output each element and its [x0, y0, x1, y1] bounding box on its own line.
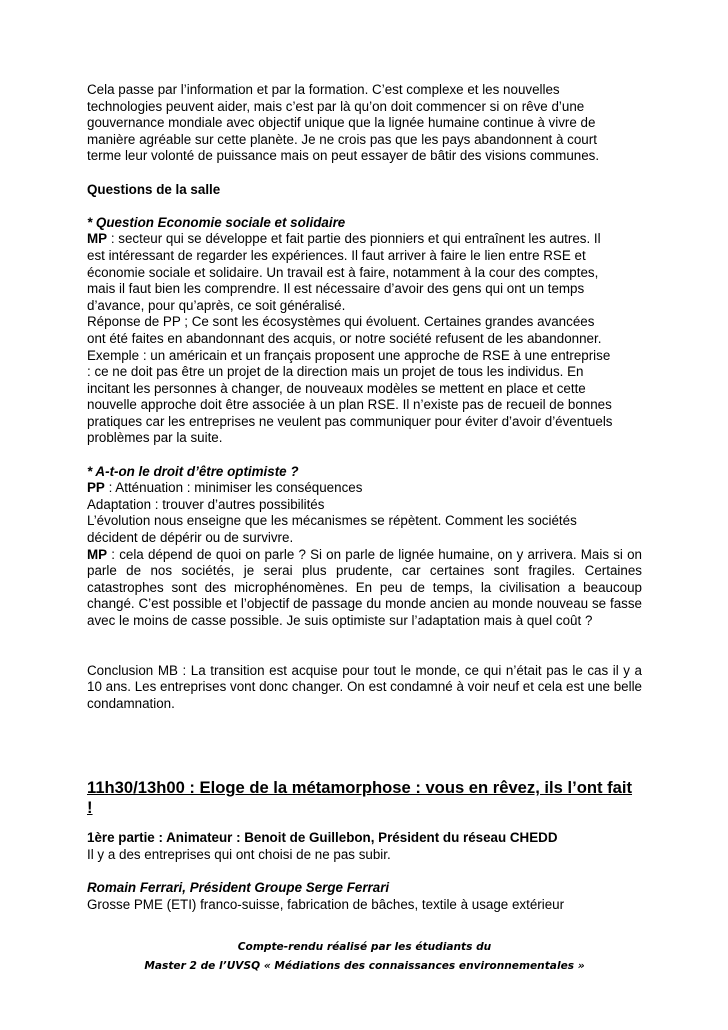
- text-line: [87, 231, 642, 248]
- question-title: * Question Economie sociale et solidaire: [87, 214, 346, 230]
- section-heading: 11h30/13h00 : Eloge de la métamorphose : vous en rêvez, ils l’ont fait !: [87, 778, 633, 818]
- footer-line: Compte-rendu réalisé par les étudiants du: [237, 941, 492, 953]
- speaker-label: MP: [87, 546, 108, 562]
- text-line: nouvelle approche doit être associée à un plan RSE. Il n’existe pas de recueil de bonnes: [87, 397, 612, 413]
- conclusion-paragraph: Conclusion MB : La transition est acquise pour tout le monde, ce qui n’était pas le cas il y a 10 ans. Les entreprises vont donc changer. On est condamné à voir neuf et cela est une belle condamnation.: [87, 662, 642, 711]
- speaker-label: PP: [87, 480, 105, 496]
- document-body: [87, 82, 642, 913]
- speaker-label: MP: [87, 231, 108, 247]
- footer-line: Master 2 de l’UVSQ « Médiations des connaissances environnementales »: [144, 960, 585, 972]
- answer-text: : Atténuation : minimiser les conséquences: [104, 480, 363, 496]
- text-line: terme leur volonté de puissance mais on peut essayer de bâtir des visions communes.: [87, 148, 600, 164]
- answer-text: : secteur qui se développe et fait partie des pionniers et qui entraînent les autres. Il: [107, 231, 601, 247]
- question-ess: [87, 215, 642, 447]
- text-line: est intéressant de regarder les expériences. Il faut arriver à faire le lien entre RSE et: [87, 247, 586, 263]
- text-line: [87, 480, 642, 497]
- text-line: décident de dépérir ou de survivre.: [87, 530, 294, 546]
- text-line: Grosse PME (ETI) franco-suisse, fabrication de bâches, textile à usage extérieur: [87, 896, 565, 912]
- speaker-block: [87, 880, 642, 913]
- answer-paragraph: [87, 547, 642, 630]
- text-line: : ce ne doit pas être un projet de la direction mais un projet de tous les individus. En: [87, 364, 584, 380]
- text-line: L’évolution nous enseigne que les mécanismes se répètent. Comment les sociétés: [87, 513, 577, 529]
- text-line: mais il faut bien les comprendre. Il est nécessaire d’avoir des gens qui ont un temps: [87, 281, 585, 297]
- text-line: Exemple : un américain et un français proposent une approche de RSE à une entreprise: [87, 347, 611, 363]
- page-footer: [87, 938, 642, 976]
- intro-paragraph: [87, 82, 642, 165]
- part-one: [87, 830, 642, 863]
- text-line: technologies peuvent aider, mais c’est par là qu’on doit commencer si on rêve d’une: [87, 98, 585, 114]
- text-line: Cela passe par l’information et par la formation. C’est complexe et les nouvelles: [87, 82, 560, 97]
- text-line: gouvernance mondiale avec objectif unique que la lignée humaine continue à vivre de: [87, 115, 596, 131]
- text-line: pratiques car les entreprises ne veulent pas communiquer pour éviter d’avoir d’éventuels: [87, 413, 613, 429]
- text-line: économie sociale et solidaire. Un travail est à faire, notamment à la cour des comptes,: [87, 264, 599, 280]
- text-line: Il y a des entreprises qui ont choisi de ne pas subir.: [87, 846, 391, 862]
- questions-heading: Questions de la salle: [87, 181, 221, 197]
- answer-text: : cela dépend de quoi on parle ? Si on parle de lignée humaine, on y arrivera. Mais si on parle de nos sociétés, je serai plus prudente, car certaines sont fragiles. Certaines catastrophes sont des microphénomènes. En peu de temps, la civilisation a beaucoup changé. C’est possible et l’objectif de passage du monde ancien au monde nouveau se fasse avec le moins de casse possible. Je suis optimiste sur l’adaptation mais à quel coût ?: [87, 546, 642, 628]
- speaker-name: Romain Ferrari, Président Groupe Serge Ferrari: [87, 880, 390, 896]
- text-line: manière agréable sur cette planète. Je ne crois pas que les pays abandonnent à court: [87, 131, 597, 147]
- text-line: incitant les personnes à changer, de nouveaux modèles se mettent en place et cette: [87, 380, 586, 396]
- text-line: problèmes par la suite.: [87, 430, 223, 446]
- question-optimism: [87, 464, 642, 630]
- question-title: * A-t-on le droit d’être optimiste ?: [87, 463, 299, 479]
- text-line: ont été faites en abandonnant des acquis, or notre société refusent de les abandonner.: [87, 330, 602, 346]
- text-line: d’avance, pour qu’après, ce soit généralisé.: [87, 297, 346, 313]
- text-line: Adaptation : trouver d’autres possibilités: [87, 496, 325, 512]
- part-title: 1ère partie : Animateur : Benoit de Guillebon, Président du réseau CHEDD: [87, 830, 558, 846]
- text-line: Réponse de PP ; Ce sont les écosystèmes qui évoluent. Certaines grandes avancées: [87, 314, 595, 330]
